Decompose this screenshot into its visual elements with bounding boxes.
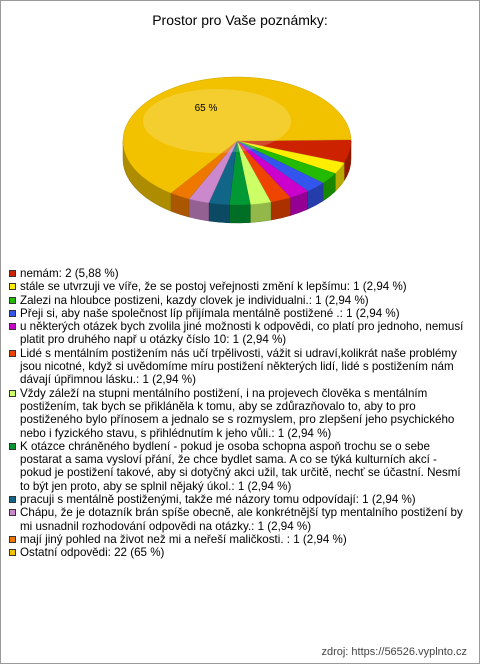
pie-chart bbox=[1, 1, 479, 263]
legend-item-5 bbox=[9, 347, 471, 387]
legend-swatch-6 bbox=[9, 390, 16, 397]
pie-side-7 bbox=[229, 205, 250, 223]
legend-item-8 bbox=[9, 493, 471, 506]
legend-swatch-8 bbox=[9, 496, 16, 503]
chart-title: Prostor pro Vaše poznámky: bbox=[152, 12, 328, 28]
legend-item-9 bbox=[9, 506, 471, 533]
pie-highlight bbox=[143, 89, 291, 153]
legend-swatch-9 bbox=[9, 509, 16, 516]
legend-swatch-7 bbox=[9, 443, 16, 450]
legend-label-11: Ostatní odpovědi: 22 (65 %) bbox=[20, 546, 165, 560]
legend-swatch-4 bbox=[9, 323, 16, 330]
legend-swatch-3 bbox=[9, 310, 16, 317]
source-note: zdroj: https://56526.vyplnto.cz bbox=[321, 646, 467, 658]
pie-side-6 bbox=[250, 202, 271, 222]
legend-label-2: Zalezi na hloubce postizeni, kazdy clovek je individualni.: 1 (2,94 %) bbox=[20, 293, 369, 307]
legend-swatch-1 bbox=[9, 283, 16, 290]
legend-item-4 bbox=[9, 320, 471, 347]
legend-label-5: Lidé s mentálním postižením nás učí trpělivosti, vážit si udraví,kolikrát naše problémy jsou nicotné, když si uvědomíme míru postižení některých lidí, lidé s postižením nám dávají úpřimnou lásku.: 1 (2,94 %) bbox=[20, 346, 457, 387]
legend-item-3 bbox=[9, 307, 471, 320]
legend-item-2 bbox=[9, 294, 471, 307]
legend-label-3: Přeji si, aby naše společnost líp přijímala mentálně postižené .: 1 (2,94 %) bbox=[20, 306, 400, 320]
legend-item-6 bbox=[9, 387, 471, 440]
legend-swatch-2 bbox=[9, 297, 16, 304]
legend-item-10 bbox=[9, 533, 471, 546]
legend-label-10: mají jiný pohled na život než mi a neřeší maličkosti. : 1 (2,94 %) bbox=[20, 532, 347, 546]
legend-label-7: K otázce chráněného bydlení - pokud je osoba schopna aspoň trochu se o sebe postarat a sama vysloví přání, že chce bydlet sama. A co se týká kulturních akcí - pokud je postižení takové, aby si dotyčný akci užil, tak určitě, nechť se účastní. Nesmí to být jen proto, aby se splnil nějaký úkol.: 1 (2,94 %) bbox=[20, 439, 461, 493]
legend-label-6: Vždy záleží na stupni mentálního postižení, i na projevech člověka s mentálním postižením, tak bych se přikláněla k tomu, aby se zdůrazňovalo to, aby to pro postiženého bylo přínosem a jednalo se s rozmyslem, pro zlepšení jeho psychického nebo i fyzického stavu, s přihlédnutím k jeho vůli.: 1 (2,94 %) bbox=[20, 386, 455, 440]
legend-label-8: pracuji s mentálně postiženými, takže mé názory tomu odpovídají: 1 (2,94 %) bbox=[20, 493, 416, 507]
legend-label-9: Chápu, že je dotazník brán spíše obecně, ale konkrétnější typ mentalního postižení by mi usnadnil rozhodování odpovědi na otázky.: 1 (2,94 %) bbox=[20, 506, 463, 533]
legend-label-0: nemám: 2 (5,88 %) bbox=[20, 267, 119, 280]
legend-item-11 bbox=[9, 546, 471, 559]
legend-label-1: stále se utvrzuji ve víře, že se postoj veřejnosti změní k lepšímu: 1 (2,94 %) bbox=[20, 280, 407, 294]
legend-item-7 bbox=[9, 440, 471, 493]
legend-swatch-11 bbox=[9, 549, 16, 556]
chart-legend bbox=[9, 267, 471, 560]
legend-swatch-0 bbox=[9, 270, 16, 277]
legend-swatch-10 bbox=[9, 536, 16, 543]
legend-item-1 bbox=[9, 280, 471, 293]
pie-side-8 bbox=[209, 203, 230, 223]
legend-item-0 bbox=[9, 267, 471, 280]
slice-percent-label: 65 % bbox=[194, 103, 218, 114]
legend-label-4: u některých otázek bych zvolila jiné možnosti k odpovědi, co platí pro jednoho, nemusí platit pro druhého např u otázky číslo 10: 1 (2,94 %) bbox=[20, 320, 464, 347]
legend-swatch-5 bbox=[9, 350, 16, 357]
